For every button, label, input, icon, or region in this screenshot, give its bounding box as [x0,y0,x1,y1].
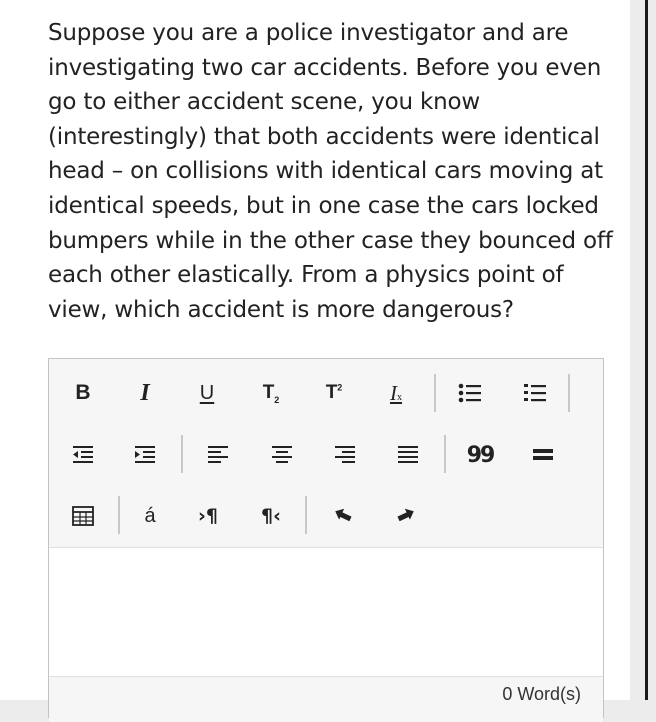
indent-icon [134,444,156,466]
window-edge [645,0,648,700]
align-right-icon [334,444,356,466]
redo-button[interactable] [389,501,423,531]
question-text: Suppose you are a police investigator and are investigating two car accidents. Before you even go to either accident scene, you know (interestingly) that both accidents were identical head – on collisions with identical cars moving at identical speeds, but in one case the cars locked bumpers while in the other case they bounced off each other elastically. From a physics point of view, which accident is more dangerous? [48,20,613,323]
justify-button[interactable] [391,440,425,470]
italic-button[interactable] [128,378,162,408]
bold-button[interactable] [66,378,100,408]
special-characters-icon: á [144,504,156,527]
quote-icon: 99 [466,442,494,468]
italic-icon: I [140,379,150,406]
word-count: 0 Word(s) [502,684,581,704]
align-left-button[interactable] [201,440,235,470]
editor-footer [49,676,603,722]
justify-icon [397,444,419,466]
undo-button[interactable] [326,501,360,531]
subscript-icon: $T_2$ [262,381,280,405]
rich-text-editor [48,358,604,718]
subscript-button[interactable] [254,378,288,408]
editor-content-area[interactable] [49,548,603,676]
toolbar-separator [305,496,307,534]
superscript-button[interactable] [317,378,351,408]
ltr-paragraph-icon: ›¶ [198,505,218,527]
table-icon [72,506,94,526]
bulleted-list-button[interactable] [453,378,487,408]
outdent-button[interactable] [66,440,100,470]
superscript-icon: $T^2$ [325,382,343,403]
outdent-icon [72,444,94,466]
ltr-direction-button[interactable] [191,501,225,531]
rtl-paragraph-icon: ¶‹ [261,505,281,527]
toolbar-separator [181,435,183,473]
underline-icon: U [199,381,215,404]
toolbar-separator [434,374,436,412]
toolbar-separator [118,496,120,534]
toolbar-separator [568,374,570,412]
insert-table-button[interactable] [66,501,100,531]
horizontal-rule-button[interactable] [526,440,560,470]
numbered-list-icon [523,382,547,404]
toolbar-separator [444,435,446,473]
underline-button[interactable] [190,378,224,408]
indent-button[interactable] [128,440,162,470]
editor-toolbar [49,359,603,548]
numbered-list-button[interactable] [518,378,552,408]
align-right-button[interactable] [328,440,362,470]
rtl-direction-button[interactable] [254,501,288,531]
align-center-button[interactable] [265,440,299,470]
blockquote-button[interactable] [463,440,497,470]
redo-icon [396,508,416,524]
special-characters-button[interactable] [133,501,167,531]
align-center-icon [271,444,293,466]
align-left-icon [207,444,229,466]
undo-icon [333,508,353,524]
horizontal-rule-icon [532,444,554,466]
remove-format-icon: Ix [390,380,402,405]
bold-icon: B [75,381,91,404]
bulleted-list-icon [458,382,482,404]
remove-format-button[interactable] [379,378,413,408]
